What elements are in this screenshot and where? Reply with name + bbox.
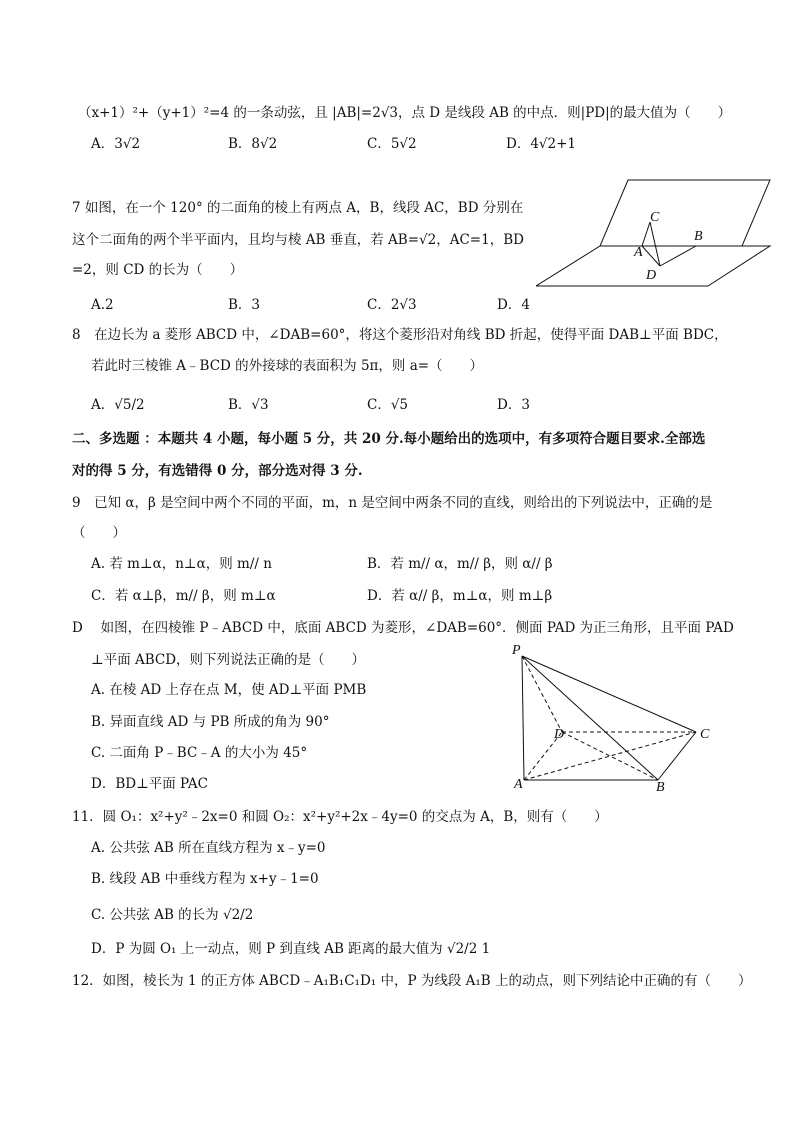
- q9-line-1: 9 已知 α，β 是空间中两个不同的平面，m，n 是空间中两条不同的直线，则给出的下列说法中，正确的是: [72, 495, 713, 511]
- q7-option-c: C．2√3: [367, 297, 417, 313]
- pyramid-figure: [508, 640, 730, 792]
- q9-option-c: C．若 α⊥β，m// β，则 m⊥α: [91, 588, 276, 604]
- fig2-label-d: D: [554, 727, 565, 742]
- q10-option-d: D．BD⊥平面 PAC: [91, 776, 208, 792]
- q7-line-3: =2，则 CD 的长为（ ）: [72, 262, 244, 278]
- q8-line-1: 8 在边长为 a 菱形 ABCD 中，∠DAB=60°，将这个菱形沿对角线 BD 折起，使得平面 DAB⊥平面 BDC，: [72, 327, 728, 343]
- q8-option-c: C．√5: [367, 397, 409, 413]
- fig2-label-c: C: [700, 727, 710, 742]
- q7-line-2: 这个二面角的两个半平面内，且均与棱 AB 垂直，若 AB=√2，AC=1，BD: [72, 232, 524, 248]
- q11-option-a: A. 公共弦 AB 所在直线方程为 x﹣y=0: [91, 840, 326, 856]
- q11-option-c: C. 公共弦 AB 的长为 √2/2: [91, 907, 254, 923]
- q10-option-a: A. 在棱 AD 上存在点 M，使 AD⊥平面 PMB: [91, 682, 367, 698]
- q10-option-b: B. 异面直线 AD 与 PB 所成的角为 90°: [91, 714, 330, 730]
- q7-option-a: A.2: [91, 297, 114, 313]
- q7-option-d: D．4: [497, 297, 530, 313]
- q8-line-2: 若此时三棱锥 A﹣BCD 的外接球的表面积为 5π，则 a=（ ）: [91, 358, 484, 374]
- q11-option-d: D．P 为圆 O₁ 上一动点，则 P 到直线 AB 距离的最大值为 √2/2 1: [91, 941, 491, 957]
- q9-option-a: A. 若 m⊥α，n⊥α，则 m// n: [91, 556, 272, 572]
- fig2-label-p: P: [512, 643, 521, 658]
- q11-option-b: B. 线段 AB 中垂线方程为 x+y﹣1=0: [91, 871, 319, 887]
- q6-option-a: A．3√2: [91, 136, 141, 152]
- fig1-label-b: B: [694, 229, 703, 244]
- q6-option-d: D．4√2+1: [506, 136, 577, 152]
- q10-line-1: D 如图，在四棱锥 P﹣ABCD 中，底面 ABCD 为菱形，∠DAB=60°．侧面 PAD 为正三角形，且平面 PAD: [72, 620, 734, 636]
- q9-option-b: B．若 m// α，m// β，则 α// β: [367, 556, 553, 572]
- q6-stem: （x+1）²+（y+1）²=4 的一条动弦，且 |AB|=2√3，点 D 是线段 AB 的中点．则|PD|的最大值为（ ）: [78, 105, 732, 121]
- fig1-label-c: C: [650, 210, 660, 225]
- q8-option-a: A．√5/2: [91, 397, 145, 413]
- fig1-label-a: A: [634, 245, 643, 260]
- q8-option-b: B．√3: [228, 397, 269, 413]
- fig2-label-a: A: [514, 777, 523, 792]
- q10-line-2: ⊥平面 ABCD，则下列说法正确的是（ ）: [91, 652, 366, 668]
- section-2-heading: 二、多选题 ：本题共 4 小题，每小题 5 分，共 20 分.每小题给出的选项中，有多项符合题目要求.全部选: [72, 431, 706, 447]
- fig1-label-d: D: [646, 268, 657, 283]
- q8-option-d: D．3: [497, 397, 530, 413]
- q7-option-b: B．3: [228, 297, 261, 313]
- q7-line-1: 7 如图，在一个 120° 的二面角的棱上有两点 A，B，线段 AC，BD 分别在: [72, 200, 524, 216]
- q9-option-d: D．若 α// β，m⊥α，则 m⊥β: [367, 588, 553, 604]
- q10-option-c: C. 二面角 P﹣BC﹣A 的大小为 45°: [91, 745, 308, 761]
- q6-option-c: C．5√2: [367, 136, 417, 152]
- q6-option-b: B．8√2: [228, 136, 278, 152]
- fig2-label-b: B: [656, 780, 665, 792]
- q11-stem: 11．圆 O₁：x²+y²﹣2x=0 和圆 O₂：x²+y²+2x﹣4y=0 的交点为 A，B，则有（ ）: [72, 809, 608, 825]
- q12-stem: 12．如图，棱长为 1 的正方体 ABCD﹣A₁B₁C₁D₁ 中，P 为线段 A₁B 上的动点，则下列结论中正确的有（ ）: [72, 973, 752, 989]
- dihedral-angle-figure: [536, 176, 772, 290]
- section-2-scoring: 对的得 5 分，有选错得 0 分，部分选对得 3 分.: [72, 463, 363, 479]
- q9-line-2: （ ）: [72, 525, 126, 541]
